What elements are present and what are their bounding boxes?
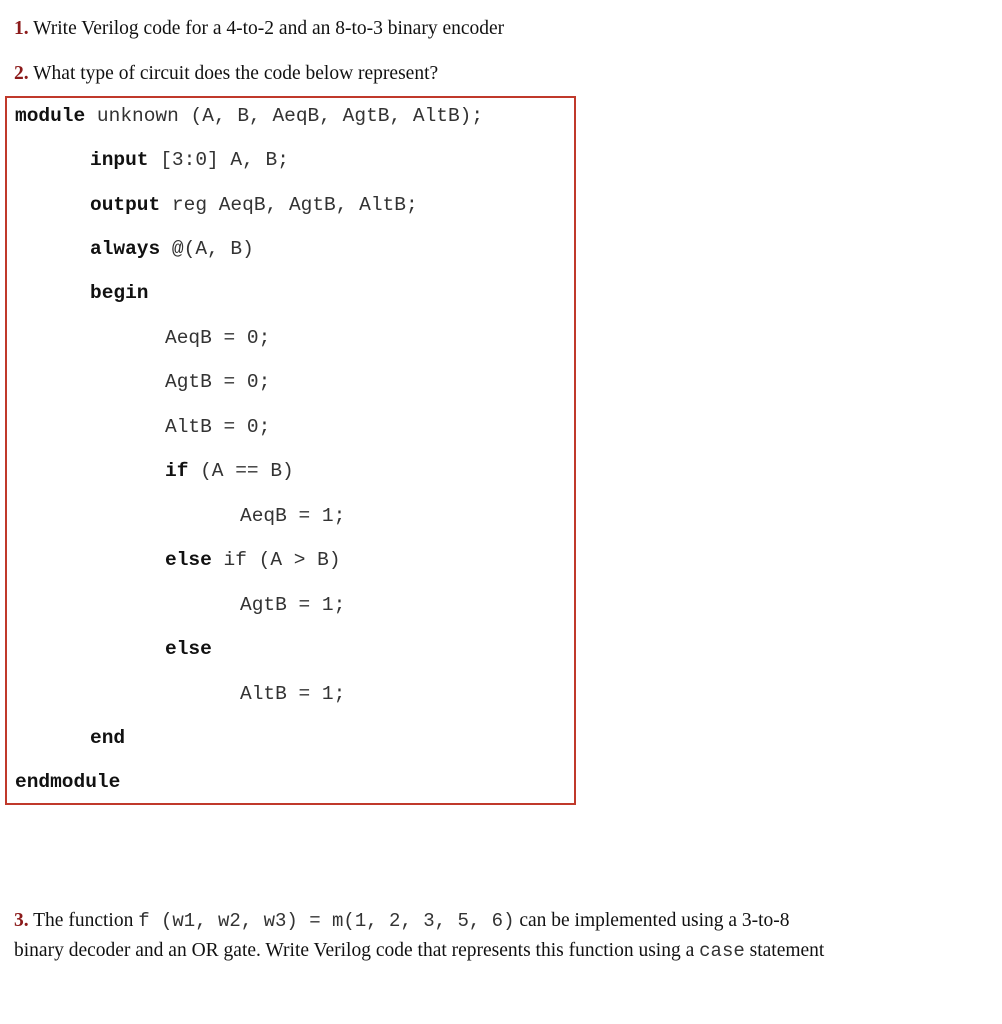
code-line-output: output reg AeqB, AgtB, AltB; <box>90 194 418 216</box>
question-2 <box>14 59 438 89</box>
code-line-else-if: else if (A > B) <box>165 549 341 571</box>
code-line-altb-reset: AltB = 0; <box>165 416 271 438</box>
question-1 <box>14 14 504 44</box>
question-3-text-b: can be implemented using a 3-to-8 <box>514 910 790 931</box>
code-line-endmodule: endmodule <box>15 771 121 793</box>
code-line-begin: begin <box>90 282 149 304</box>
code-box <box>5 96 576 805</box>
code-line-always: always @(A, B) <box>90 238 254 260</box>
question-3-line-1 <box>14 906 790 936</box>
question-1-number: 1. <box>14 18 29 39</box>
code-line-module: module unknown (A, B, AeqB, AgtB, AltB); <box>15 105 484 127</box>
code-line-input: input [3:0] A, B; <box>90 149 289 171</box>
code-line-else: else <box>165 638 212 660</box>
question-3-case-keyword: case <box>699 940 745 962</box>
code-line-end: end <box>90 727 126 749</box>
question-3-line-2 <box>14 936 824 966</box>
code-line-if: if (A == B) <box>165 460 294 482</box>
code-line-agtb-reset: AgtB = 0; <box>165 371 271 393</box>
question-3-function: f (w1, w2, w3) = m(1, 2, 3, 5, 6) <box>138 910 515 932</box>
question-3-number: 3. <box>14 910 29 931</box>
question-2-number: 2. <box>14 63 29 84</box>
code-line-altb-set: AltB = 1; <box>240 683 346 705</box>
code-line-aeqb-reset: AeqB = 0; <box>165 327 271 349</box>
question-3-text-a: The function <box>28 910 139 931</box>
question-2-text: What type of circuit does the code below represent? <box>28 63 439 84</box>
code-line-agtb-set: AgtB = 1; <box>240 594 346 616</box>
question-3-line-2-b: statement <box>744 940 825 961</box>
question-1-text: Write Verilog code for a 4-to-2 and an 8-to-3 binary encoder <box>28 18 505 39</box>
code-line-aeqb-set: AeqB = 1; <box>240 505 346 527</box>
question-3-line-2-a: binary decoder and an OR gate. Write Verilog code that represents this function using a <box>14 940 700 961</box>
